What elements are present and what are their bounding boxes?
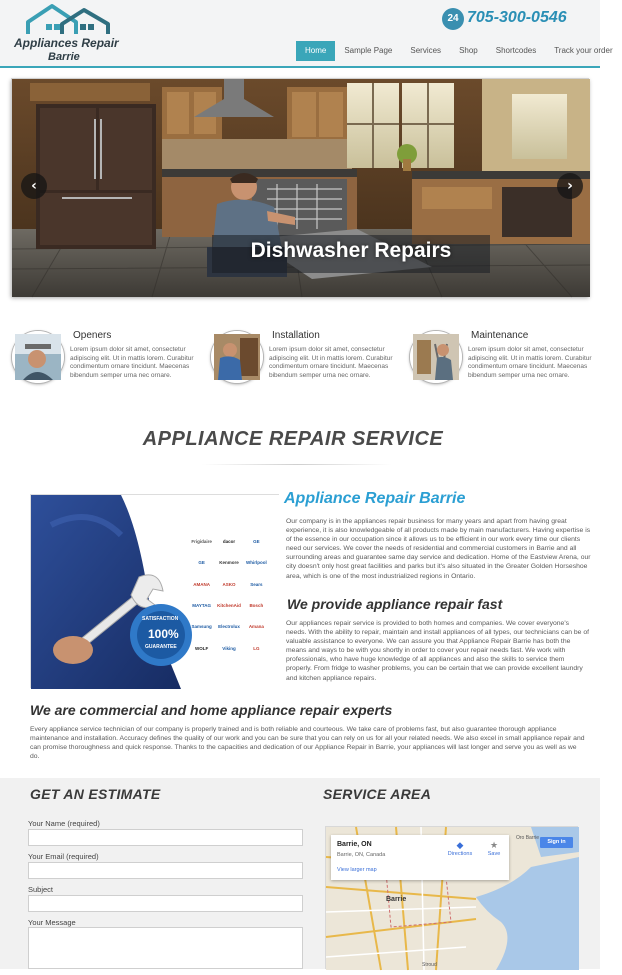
feature-title: Openers xyxy=(73,330,112,341)
slider-next-button[interactable]: › xyxy=(557,173,583,199)
phone-number[interactable]: 705-300-0546 xyxy=(467,9,567,26)
satisfaction-badge-line3: GUARANTEE xyxy=(145,644,177,650)
map-place-address: Barrie, ON, Canada xyxy=(337,852,386,858)
feature-openers xyxy=(12,330,192,390)
map-sign-in-button[interactable]: Sign in xyxy=(540,837,573,848)
hero-slider xyxy=(11,78,589,296)
message-label: Your Message xyxy=(28,918,76,927)
brand-logo: Electrolux xyxy=(218,624,240,630)
commercial-text: Every appliance service technician of our company is properly trained and is both reliable and courteous. We take care of problems fast, but also guarantee thorough appliance maintenance and installation. Accuracy defines the quality of our work and you can be sure that you can rely on us for all your related needs. We also excel in small appliance repair and can promise thoroughness and quick response. Thanks to the capacities and dedication of our Appliance Repair in Barrie, your appliances will last longer and serve you as well as we do. xyxy=(30,726,585,761)
about-text: Our company is in the appliances repair business for many years and apart from having great experience, it is also knowledgeable of all products made by main manufacturers. Having expertise is of the essence in our occupation since it allows us to be efficient in our work every time our clients need our services. We cover the needs of residential and commercial customers in Barrie and all surrounding areas and guarantee same day service and dedication. Home of the Eastview Arena, our city doesn't only host great facilities and parks but it's also situated in the Greater Golden Horseshoe area, which is one of the most industrialized regions in Ontario. xyxy=(286,518,591,580)
map-directions-button[interactable] xyxy=(445,841,475,857)
provide-heading: We provide appliance repair fast xyxy=(287,596,503,612)
view-larger-map-link[interactable]: View larger map xyxy=(337,867,377,873)
service-area-heading: SERVICE AREA xyxy=(323,786,432,802)
feature-text: Lorem ipsum dolor sit amet, consectetur adipiscing elit. Ut in mattis lorem. Curabitur condimentum ornare tincidunt. Maecenas bibendum semper urna nec ornare. xyxy=(70,346,194,379)
brand-logo: Frigidaire xyxy=(191,539,212,544)
phone-block[interactable] xyxy=(442,8,592,32)
logo-text-city: Barrie xyxy=(48,51,80,63)
section-divider xyxy=(202,464,392,465)
email-field[interactable] xyxy=(28,862,303,879)
brand-logo: Samsung xyxy=(191,624,212,630)
site-header xyxy=(0,0,613,68)
feature-title: Installation xyxy=(272,330,320,341)
brand-logo: GE xyxy=(198,560,205,566)
brand-logo: Kenmore xyxy=(219,560,239,566)
feature-title: Maintenance xyxy=(471,330,529,341)
satisfaction-badge-percent: 100% xyxy=(148,627,179,641)
nav-sample-page[interactable]: Sample Page xyxy=(344,46,393,55)
nav-services[interactable]: Services xyxy=(410,46,442,55)
map-save-button[interactable] xyxy=(481,841,507,857)
brand-logo: KitchenAid xyxy=(217,602,241,608)
name-label: Your Name (required) xyxy=(28,819,100,828)
nav-shortcodes[interactable]: Shortcodes xyxy=(495,46,537,55)
star-icon: ★ xyxy=(489,841,499,851)
section-title: APPLIANCE REPAIR SERVICE xyxy=(142,428,444,450)
phone-24h-icon: 24 xyxy=(442,8,464,30)
subject-label: Subject xyxy=(28,885,54,894)
brand-logo: GE xyxy=(253,539,260,544)
brand-logo: Whirlpool xyxy=(245,560,267,566)
brand-logo: Bosch xyxy=(249,602,264,608)
brand-logo: ASKO xyxy=(222,581,236,587)
brand-logo: Sears xyxy=(250,581,263,587)
nav-home[interactable]: Home xyxy=(296,41,335,61)
brand-logos-grid xyxy=(189,539,269,659)
name-field[interactable] xyxy=(28,829,303,846)
nav-track-order[interactable]: Track your order xyxy=(554,46,613,55)
feature-openers-image[interactable] xyxy=(12,331,64,383)
feature-text: Lorem ipsum dolor sit amet, consectetur adipiscing elit. Ut in mattis lorem. Curabitur condimentum ornare tincidunt. Maecenas bibendum semper urna nec ornare. xyxy=(468,346,592,379)
brand-logo: dacor xyxy=(222,539,236,544)
map-town-oro: Oro Barrie xyxy=(516,835,540,841)
map-town-stroud: Stroud xyxy=(422,962,437,968)
feature-maintenance-image[interactable] xyxy=(410,331,462,383)
subject-field[interactable] xyxy=(28,895,303,912)
main-nav xyxy=(296,41,622,61)
slide-caption: Dishwasher Repairs xyxy=(250,239,452,262)
logo-text-main: Appliances Repair xyxy=(14,36,119,50)
brands-technician-image xyxy=(30,494,279,688)
directions-icon: ◆ xyxy=(456,841,464,851)
provide-text: Our appliances repair service is provided to both homes and companies. We cover everyone's needs. With the ability to repair, maintain and install appliances of all types, our technicians can be of valuable assistance to everyone. We can assure you that Appliance Repair Barrie has both the means and ways to be with you shortly in order to cover your repair needs fast. We work with professionals, who have huge knowledge of all appliances and also the skills to service them properly. From fridge to washer problems, you can be certain that we can provide excellent laundry and kitchen appliance repairs. xyxy=(286,620,590,682)
brand-logo: MAYTAG xyxy=(192,602,212,608)
email-label: Your Email (required) xyxy=(28,852,99,861)
map-place-card xyxy=(331,835,509,880)
directions-label: Directions xyxy=(447,851,473,857)
estimate-heading: GET AN ESTIMATE xyxy=(30,786,161,802)
nav-shop[interactable]: Shop xyxy=(459,46,478,55)
commercial-heading: We are commercial and home appliance repair experts xyxy=(30,702,393,718)
site-logo[interactable] xyxy=(12,4,122,62)
brand-logo: Amana xyxy=(248,624,264,630)
satisfaction-badge-line1: SATISFACTION xyxy=(142,616,179,622)
brand-logo: AMANA xyxy=(193,581,211,587)
save-label: Save xyxy=(487,851,501,857)
brand-logo: Viking xyxy=(222,645,236,651)
house-logo-icon xyxy=(18,4,118,36)
brand-logo: WOLF xyxy=(195,645,209,651)
map-place-name: Barrie, ON xyxy=(337,841,372,848)
message-field[interactable] xyxy=(28,927,303,969)
feature-installation-image[interactable] xyxy=(211,331,263,383)
map-city-barrie: Barrie xyxy=(386,896,407,903)
feature-text: Lorem ipsum dolor sit amet, consectetur adipiscing elit. Ut in mattis lorem. Curabitur condimentum ornare tincidunt. Maecenas bibendum semper urna nec ornare. xyxy=(269,346,393,379)
about-heading: Appliance Repair Barrie xyxy=(284,490,466,507)
feature-installation xyxy=(211,330,391,390)
brand-logo: LG xyxy=(253,645,260,651)
feature-maintenance xyxy=(410,330,590,390)
slider-prev-button[interactable]: ‹ xyxy=(21,173,47,199)
